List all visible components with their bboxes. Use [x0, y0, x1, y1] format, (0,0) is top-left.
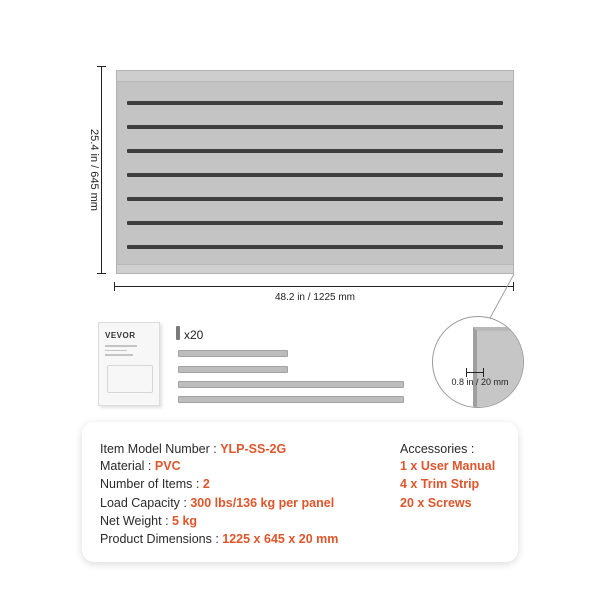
height-dimension-label: 25.4 in / 645 mm	[88, 129, 100, 211]
accessory-screws: 20 x Screws	[400, 496, 472, 510]
trim-strip-short-2	[178, 366, 288, 373]
screw-count-label: x20	[184, 328, 204, 342]
manual-brand-logo: VEVOR	[105, 331, 136, 340]
spec-model-number: Item Model Number : YLP-SS-2G	[100, 442, 287, 456]
width-dimension-label: 48.2 in / 1225 mm	[274, 292, 356, 303]
thickness-dimension-line	[466, 372, 483, 373]
screw-icon	[176, 326, 180, 340]
accessories-title: Accessories :	[400, 442, 475, 456]
trim-strip-long-2	[178, 396, 404, 403]
spec-material: Material : PVC	[100, 459, 181, 473]
specifications-card	[82, 422, 518, 562]
spec-product-dimensions: Product Dimensions : 1225 x 645 x 20 mm	[100, 532, 339, 546]
spec-net-weight: Net Weight : 5 kg	[100, 514, 198, 528]
height-dimension-line	[101, 66, 102, 274]
thickness-tick-right	[483, 368, 484, 377]
height-dimension-tick-bottom	[97, 273, 106, 274]
trim-strip-short-1	[178, 350, 288, 357]
accessory-trim-strip: 4 x Trim Strip	[400, 477, 480, 491]
thickness-detail-circle	[432, 316, 524, 408]
width-dimension-line	[114, 286, 514, 287]
spec-load-capacity: Load Capacity : 300 lbs/136 kg per panel	[100, 496, 335, 510]
spec-number-of-items: Number of Items : 2	[100, 477, 210, 491]
thickness-tick-left	[466, 368, 467, 377]
user-manual-image	[98, 322, 160, 406]
slatwall-panel-image	[116, 70, 514, 274]
accessory-user-manual: 1 x User Manual	[400, 459, 496, 473]
thickness-dimension-label: 0.8 in / 20 mm	[451, 377, 509, 387]
width-dimension-tick-left	[114, 282, 115, 291]
height-dimension-tick-top	[97, 66, 106, 67]
trim-strip-long-1	[178, 381, 404, 388]
